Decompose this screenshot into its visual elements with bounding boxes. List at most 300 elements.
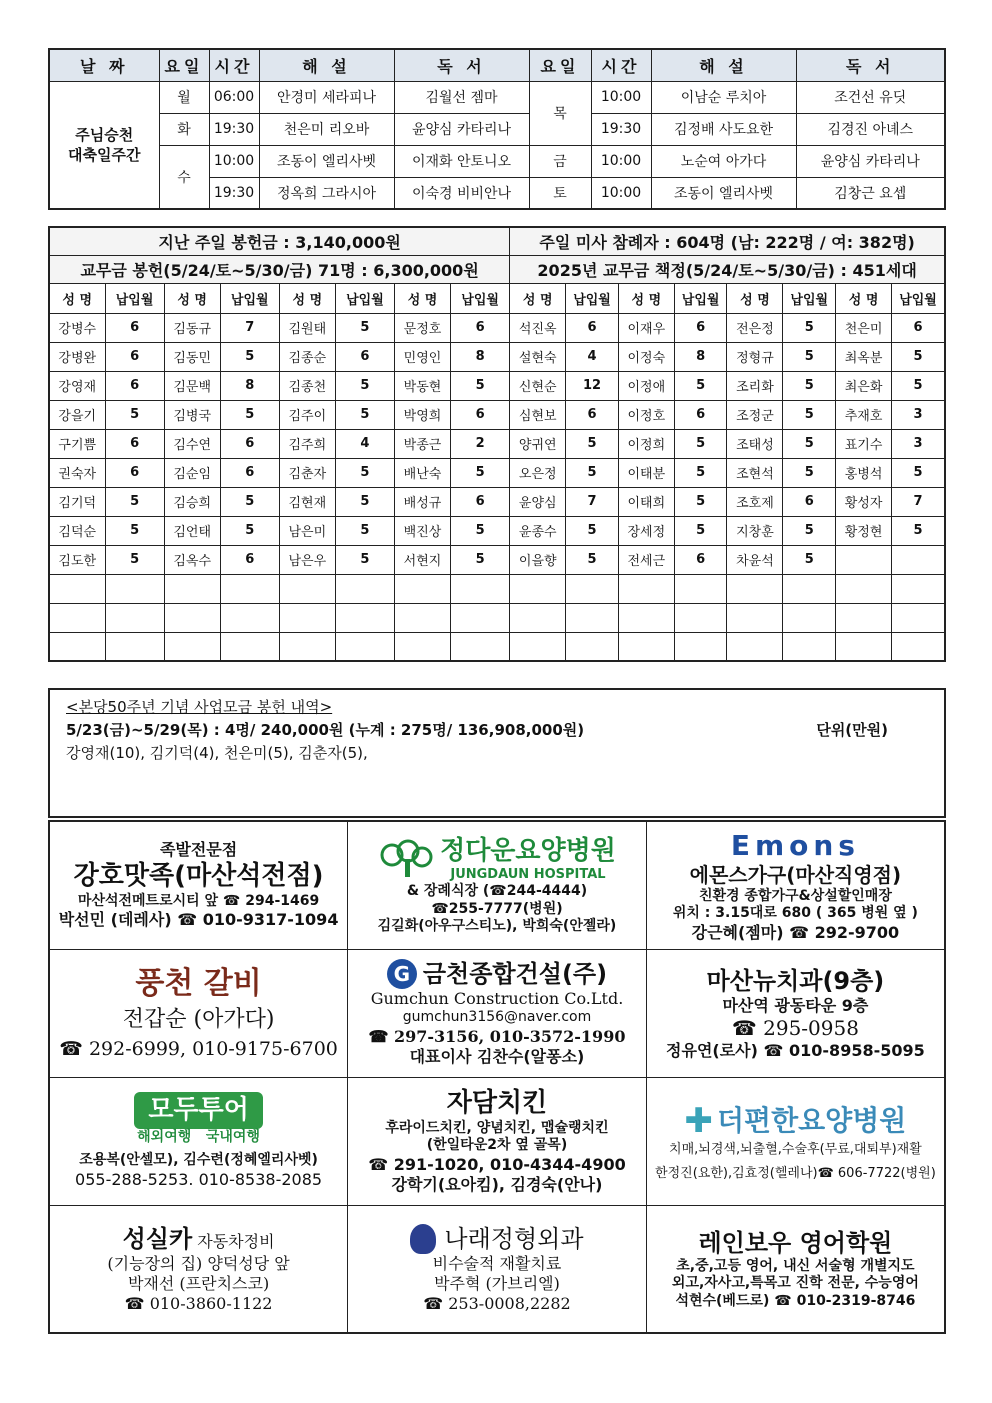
dues-months: 6 bbox=[451, 400, 510, 429]
dues-months: 5 bbox=[783, 516, 836, 545]
ad-location: (한일타운2차 옆 골목) bbox=[426, 1137, 568, 1154]
week-label: 주님승천 대축일주간 bbox=[49, 81, 159, 209]
dues-name bbox=[49, 632, 105, 661]
dues-months: 5 bbox=[451, 516, 510, 545]
ad-phone: ☎ 295-0958 bbox=[731, 1015, 859, 1040]
dues-name: 이태분 bbox=[618, 458, 674, 487]
reader-cell: 김월선 젬마 bbox=[394, 81, 529, 113]
ad-line: & 장례식장 (☎244-4444) bbox=[406, 883, 588, 900]
emons-logo: Emons bbox=[730, 828, 860, 862]
dues-months: 5 bbox=[783, 342, 836, 371]
dues-months: 6 bbox=[335, 342, 394, 371]
dues-row bbox=[49, 313, 945, 342]
dues-months: 3 bbox=[892, 429, 945, 458]
dues-months: 5 bbox=[674, 429, 727, 458]
dues-name bbox=[164, 603, 220, 632]
fund-period-line bbox=[66, 719, 928, 740]
dues-months: 8 bbox=[220, 371, 279, 400]
ad-location: 위치 : 3.15대로 680 ( 365 병원 옆 ) bbox=[672, 905, 918, 922]
dues-row bbox=[49, 458, 945, 487]
dues-months: 5 bbox=[783, 458, 836, 487]
ad-pungcheon-galbi bbox=[49, 949, 348, 1077]
time-cell: 10:00 bbox=[591, 177, 651, 209]
dues-row bbox=[49, 574, 945, 603]
ad-line: 후라이드치킨, 양념치킨, 맵슐랭치킨 bbox=[385, 1119, 609, 1136]
dues-months bbox=[674, 632, 727, 661]
offering-summary-row bbox=[49, 255, 945, 283]
dues-name: 구기쁨 bbox=[49, 429, 105, 458]
dues-months: 6 bbox=[220, 545, 279, 574]
dues-months bbox=[451, 603, 510, 632]
dues-name: 지창훈 bbox=[727, 516, 783, 545]
ad-line: 비수술적 재활치료 bbox=[432, 1253, 562, 1273]
comment-cell: 천은미 리오바 bbox=[259, 113, 394, 145]
dues-months bbox=[105, 603, 164, 632]
dues-months: 6 bbox=[451, 313, 510, 342]
dues-row bbox=[49, 371, 945, 400]
dues-name bbox=[279, 632, 335, 661]
reader-cell: 김경진 아녜스 bbox=[796, 113, 945, 145]
ad-title: 에몬스가구(마산직영점) bbox=[689, 862, 902, 887]
dues-name: 최옥분 bbox=[836, 342, 892, 371]
ad-contact: 정유연(로사) ☎ 010-8958-5095 bbox=[666, 1040, 925, 1060]
offering-summary-row bbox=[49, 227, 945, 255]
dues-months: 6 bbox=[105, 371, 164, 400]
dues-months: 7 bbox=[892, 487, 945, 516]
ad-contact: ☎ 292-6999, 010-9175-6700 bbox=[59, 1037, 338, 1060]
dues-name bbox=[510, 632, 566, 661]
ad-title: 더편한요양병원 bbox=[716, 1104, 907, 1138]
time-cell: 19:30 bbox=[209, 177, 259, 209]
dues-months bbox=[892, 632, 945, 661]
ad-line: 치매,뇌경색,뇌출혈,수술후(무료,대퇴부)재활 bbox=[669, 1142, 922, 1157]
dues-months: 5 bbox=[892, 342, 945, 371]
ad-title: 자담치킨 bbox=[446, 1088, 548, 1119]
dues-name: 박종근 bbox=[395, 429, 451, 458]
dues-name: 김주이 bbox=[279, 400, 335, 429]
dues-months: 6 bbox=[105, 429, 164, 458]
dues-months: 3 bbox=[892, 400, 945, 429]
dues-name: 설현숙 bbox=[510, 342, 566, 371]
dues-months: 6 bbox=[105, 313, 164, 342]
dues-months: 6 bbox=[566, 313, 619, 342]
dues-months: 5 bbox=[783, 545, 836, 574]
dues-name bbox=[279, 574, 335, 603]
dues-name: 전은정 bbox=[727, 313, 783, 342]
dues-months: 6 bbox=[566, 400, 619, 429]
dues-name: 이정희 bbox=[618, 429, 674, 458]
dues-months bbox=[566, 632, 619, 661]
comment-cell: 조동이 엘리사벳 bbox=[651, 177, 796, 209]
dues-months bbox=[674, 574, 727, 603]
dues-months: 6 bbox=[220, 458, 279, 487]
dues-name: 민영인 bbox=[395, 342, 451, 371]
day-cell: 화 bbox=[159, 113, 209, 145]
dues-list bbox=[49, 283, 945, 661]
dues-name: 차윤석 bbox=[727, 545, 783, 574]
dues-name: 문정호 bbox=[395, 313, 451, 342]
dues-row bbox=[49, 487, 945, 516]
dues-name: 이정호 bbox=[618, 400, 674, 429]
ad-contact: 조용복(안셀모), 김수련(정혜엘리사벳) bbox=[79, 1152, 318, 1169]
header-date: 날 짜 bbox=[49, 49, 159, 81]
header-month: 납입월 bbox=[566, 283, 619, 313]
dues-months: 6 bbox=[783, 487, 836, 516]
ad-line: ☎255-7777(병원) bbox=[431, 900, 563, 917]
dues-name bbox=[510, 603, 566, 632]
header-name: 성 명 bbox=[164, 283, 220, 313]
dues-name: 배난숙 bbox=[395, 458, 451, 487]
ad-subtitle: 자동차정비 bbox=[197, 1231, 275, 1251]
dues-name: 강을기 bbox=[49, 400, 105, 429]
dues-months: 5 bbox=[335, 487, 394, 516]
dues-name: 조정군 bbox=[727, 400, 783, 429]
dues-name: 김춘자 bbox=[279, 458, 335, 487]
dues-months bbox=[220, 632, 279, 661]
dues-months bbox=[335, 632, 394, 661]
dues-months bbox=[674, 603, 727, 632]
dues-name: 박동현 bbox=[395, 371, 451, 400]
dues-months: 5 bbox=[105, 545, 164, 574]
dues-name bbox=[727, 632, 783, 661]
dues-name: 김도한 bbox=[49, 545, 105, 574]
dues-months: 6 bbox=[892, 313, 945, 342]
dues-months: 5 bbox=[105, 516, 164, 545]
ad-owner: 전갑순 (아가다) bbox=[122, 1007, 275, 1033]
ad-line: 외고,자사고,특목고 진학 전문, 수능영어 bbox=[671, 1275, 919, 1291]
dues-name: 최은화 bbox=[836, 371, 892, 400]
gumchun-g-icon: G bbox=[387, 959, 417, 989]
dues-name bbox=[395, 574, 451, 603]
last-week-offering: 지난 주일 봉헌금 : 3,140,000원 bbox=[49, 227, 510, 255]
ad-subtitle: 해외여행 국내여행 bbox=[137, 1128, 260, 1145]
fund-title: <본당50주년 기념 사업모금 봉헌 내역> bbox=[66, 698, 333, 716]
dues-name bbox=[836, 632, 892, 661]
dues-months: 5 bbox=[220, 400, 279, 429]
day-cell: 금 bbox=[529, 145, 591, 177]
reader-cell: 김창근 요셉 bbox=[796, 177, 945, 209]
ad-contact: 박선민 (데레사) ☎ 010-9317-1094 bbox=[58, 910, 339, 930]
dues-months: 5 bbox=[335, 400, 394, 429]
dues-row bbox=[49, 632, 945, 661]
dues-months: 5 bbox=[451, 458, 510, 487]
dues-months bbox=[783, 603, 836, 632]
dues-name: 황성자 bbox=[836, 487, 892, 516]
header-month: 납입월 bbox=[892, 283, 945, 313]
dues-name: 김현재 bbox=[279, 487, 335, 516]
dues-months: 6 bbox=[451, 487, 510, 516]
dues-name: 강병완 bbox=[49, 342, 105, 371]
dues-name: 심현보 bbox=[510, 400, 566, 429]
dues-months bbox=[220, 603, 279, 632]
dues-row bbox=[49, 545, 945, 574]
dues-months: 4 bbox=[335, 429, 394, 458]
dues-row bbox=[49, 429, 945, 458]
ad-location: 마산역 광동타운 9층 bbox=[722, 995, 869, 1015]
dues-months bbox=[451, 632, 510, 661]
dues-months: 5 bbox=[783, 371, 836, 400]
dues-name: 백진상 bbox=[395, 516, 451, 545]
dues-months: 5 bbox=[335, 313, 394, 342]
dues-months: 5 bbox=[105, 487, 164, 516]
dues-months: 5 bbox=[220, 342, 279, 371]
dues-name bbox=[618, 603, 674, 632]
dues-months: 5 bbox=[451, 545, 510, 574]
dues-name: 강병수 bbox=[49, 313, 105, 342]
ad-narae-orthopedics bbox=[348, 1205, 647, 1333]
ad-english-name: Gumchun Construction Co.Ltd. bbox=[370, 989, 624, 1009]
dues-months: 5 bbox=[892, 458, 945, 487]
ad-phone: 055-288-5253. 010-8538-2085 bbox=[75, 1169, 323, 1189]
schedule-row bbox=[49, 113, 945, 145]
dues-name: 양귀연 bbox=[510, 429, 566, 458]
modetour-logo: 모두투어 bbox=[134, 1092, 262, 1129]
dues-name: 이을향 bbox=[510, 545, 566, 574]
header-name: 성 명 bbox=[618, 283, 674, 313]
dues-months: 6 bbox=[674, 545, 727, 574]
dues-name: 전세근 bbox=[618, 545, 674, 574]
dues-months bbox=[783, 632, 836, 661]
comment-cell: 이남순 루치아 bbox=[651, 81, 796, 113]
ad-title: 성실카 bbox=[122, 1224, 193, 1253]
anniversary-fund-box bbox=[48, 688, 946, 818]
header-time: 시간 bbox=[209, 49, 259, 81]
dues-name: 권숙자 bbox=[49, 458, 105, 487]
dues-name bbox=[49, 574, 105, 603]
schedule-row bbox=[49, 145, 945, 177]
dues-name: 김원태 bbox=[279, 313, 335, 342]
dues-months: 12 bbox=[566, 371, 619, 400]
ad-title: 나래정형외과 bbox=[444, 1224, 584, 1253]
dues-months: 5 bbox=[566, 429, 619, 458]
ad-deopyeonhan-hospital bbox=[646, 1077, 945, 1205]
dues-months bbox=[451, 574, 510, 603]
ad-phone: ☎ 291-1020, 010-4344-4900 bbox=[368, 1154, 626, 1174]
mass-attendance: 주일 미사 참례자 : 604명 (남: 222명 / 여: 382명) bbox=[510, 227, 945, 255]
ad-modetour bbox=[49, 1077, 348, 1205]
ad-location: 마산석전메트로시티 앞 ☎ 294-1469 bbox=[77, 892, 320, 909]
header-month: 납입월 bbox=[335, 283, 394, 313]
dues-name bbox=[727, 574, 783, 603]
comment-cell: 정옥희 그라시아 bbox=[259, 177, 394, 209]
time-cell: 10:00 bbox=[591, 145, 651, 177]
header-day-2: 요일 bbox=[529, 49, 591, 81]
header-comment-2: 해 설 bbox=[651, 49, 796, 81]
dues-months: 6 bbox=[105, 342, 164, 371]
dues-name bbox=[618, 632, 674, 661]
dues-name: 신현순 bbox=[510, 371, 566, 400]
dues-name bbox=[727, 603, 783, 632]
dues-months: 6 bbox=[105, 458, 164, 487]
ad-title: 금천종합건설(주) bbox=[422, 960, 608, 989]
dues-name bbox=[49, 603, 105, 632]
ad-line: 친환경 종합가구&상설할인매장 bbox=[698, 887, 892, 904]
ad-rainbow-english bbox=[646, 1205, 945, 1333]
dues-name: 표기수 bbox=[836, 429, 892, 458]
dues-name: 추재호 bbox=[836, 400, 892, 429]
dues-name: 이재우 bbox=[618, 313, 674, 342]
schedule-header-row bbox=[49, 49, 945, 81]
day-cell: 수 bbox=[159, 145, 209, 209]
dues-name: 서현지 bbox=[395, 545, 451, 574]
header-name: 성 명 bbox=[279, 283, 335, 313]
reader-cell: 이재화 안토니오 bbox=[394, 145, 529, 177]
dues-name: 윤종수 bbox=[510, 516, 566, 545]
dues-months bbox=[566, 574, 619, 603]
dues-name: 김문백 bbox=[164, 371, 220, 400]
dues-months: 5 bbox=[783, 313, 836, 342]
dues-months: 5 bbox=[451, 371, 510, 400]
ad-masan-new-dental bbox=[646, 949, 945, 1077]
dues-months: 5 bbox=[566, 458, 619, 487]
ad-contact: 강학기(요아킴), 김경숙(안나) bbox=[391, 1174, 603, 1194]
dues-months: 5 bbox=[783, 429, 836, 458]
day-cell: 목 bbox=[529, 81, 591, 145]
dues-name: 이정애 bbox=[618, 371, 674, 400]
dues-name bbox=[164, 574, 220, 603]
ad-emons bbox=[646, 821, 945, 949]
fund-period: 5/23(금)~5/29(목) : 4명/ 240,000원 (누계 : 275명/ 136,908,000원) bbox=[66, 721, 585, 739]
dues-name: 조태성 bbox=[727, 429, 783, 458]
dues-name: 김동민 bbox=[164, 342, 220, 371]
ad-title: 마산뉴치과(9층) bbox=[706, 966, 885, 995]
dues-name: 오은정 bbox=[510, 458, 566, 487]
header-month: 납입월 bbox=[674, 283, 727, 313]
dues-name: 홍병석 bbox=[836, 458, 892, 487]
galbi-logo: 풍천 갈비 bbox=[135, 965, 262, 1001]
dues-name bbox=[395, 632, 451, 661]
reader-cell: 조건선 유딧 bbox=[796, 81, 945, 113]
dues-months: 4 bbox=[566, 342, 619, 371]
dues-name: 김언태 bbox=[164, 516, 220, 545]
header-month: 납입월 bbox=[105, 283, 164, 313]
fund-unit: 단위(만원) bbox=[816, 721, 888, 739]
dues-months: 6 bbox=[220, 429, 279, 458]
dues-name: 정형규 bbox=[727, 342, 783, 371]
ad-contact: 김길화(아우구스티노), 박희숙(안젤라) bbox=[377, 918, 617, 935]
dues-name: 배성규 bbox=[395, 487, 451, 516]
dues-name: 남은우 bbox=[279, 545, 335, 574]
header-name: 성 명 bbox=[510, 283, 566, 313]
header-month: 납입월 bbox=[451, 283, 510, 313]
reader-cell: 윤양심 카타리나 bbox=[394, 113, 529, 145]
dues-name bbox=[836, 603, 892, 632]
header-month: 납입월 bbox=[220, 283, 279, 313]
ad-jadam-chicken bbox=[348, 1077, 647, 1205]
dues-months: 5 bbox=[566, 516, 619, 545]
dues-months: 6 bbox=[674, 400, 727, 429]
ad-subtitle: 족발전문점 bbox=[159, 840, 238, 860]
dues-name: 김순임 bbox=[164, 458, 220, 487]
header-month: 납입월 bbox=[783, 283, 836, 313]
ad-owner: 박주혁 (가브리엘) bbox=[434, 1273, 560, 1293]
dues-name: 윤양심 bbox=[510, 487, 566, 516]
ad-contact: 석현수(베드로) ☎ 010-2319-8746 bbox=[675, 1292, 916, 1309]
ad-seongsilka bbox=[49, 1205, 348, 1333]
dues-name bbox=[164, 632, 220, 661]
dues-offering: 교무금 봉헌(5/24/토~5/30/금) 71명 : 6,300,000원 bbox=[49, 255, 510, 283]
dues-months: 5 bbox=[674, 458, 727, 487]
ad-contact: 한정진(요한),김효정(헬레나)☎ 606-7722(병원) bbox=[655, 1166, 936, 1182]
dues-households: 2025년 교무금 책정(5/24/토~5/30/금) : 451세대 bbox=[510, 255, 945, 283]
dues-name: 김동규 bbox=[164, 313, 220, 342]
reading-schedule-table bbox=[48, 48, 946, 210]
dues-name bbox=[279, 603, 335, 632]
dues-name: 조리화 bbox=[727, 371, 783, 400]
dues-months: 5 bbox=[335, 545, 394, 574]
header-name: 성 명 bbox=[836, 283, 892, 313]
header-name: 성 명 bbox=[49, 283, 105, 313]
dues-name: 이태희 bbox=[618, 487, 674, 516]
dues-name: 김종천 bbox=[279, 371, 335, 400]
day-cell: 월 bbox=[159, 81, 209, 113]
ad-contact: ☎ 297-3156, 010-3572-1990 bbox=[368, 1026, 626, 1046]
header-reader-2: 독 서 bbox=[796, 49, 945, 81]
offering-table bbox=[48, 226, 946, 662]
dues-name bbox=[836, 545, 892, 574]
dues-months: 7 bbox=[566, 487, 619, 516]
dues-name bbox=[618, 574, 674, 603]
tree-logo-icon bbox=[378, 839, 434, 879]
fund-donors: 강영재(10), 김기덕(4), 천은미(5), 김춘자(5), bbox=[66, 744, 368, 762]
dues-months: 5 bbox=[220, 487, 279, 516]
ad-ganghomatjok bbox=[49, 821, 348, 949]
dues-months bbox=[892, 603, 945, 632]
dues-months: 6 bbox=[674, 313, 727, 342]
dues-row bbox=[49, 400, 945, 429]
dues-months: 5 bbox=[674, 371, 727, 400]
comment-cell: 노순여 아가다 bbox=[651, 145, 796, 177]
dues-months: 5 bbox=[335, 371, 394, 400]
dues-months: 5 bbox=[674, 487, 727, 516]
dues-name: 박영희 bbox=[395, 400, 451, 429]
dues-name: 김옥수 bbox=[164, 545, 220, 574]
dues-months bbox=[566, 603, 619, 632]
comment-cell: 안경미 세라피나 bbox=[259, 81, 394, 113]
dues-months bbox=[335, 603, 394, 632]
mascot-icon bbox=[410, 1224, 436, 1254]
dues-months bbox=[783, 574, 836, 603]
header-reader: 독 서 bbox=[394, 49, 529, 81]
dues-months bbox=[892, 574, 945, 603]
ad-title: 강호맛족(마산석전점) bbox=[73, 861, 324, 892]
header-name: 성 명 bbox=[727, 283, 783, 313]
dues-name: 김승희 bbox=[164, 487, 220, 516]
comment-cell: 조동이 엘리사벳 bbox=[259, 145, 394, 177]
dues-name: 천은미 bbox=[836, 313, 892, 342]
dues-name: 장세정 bbox=[618, 516, 674, 545]
dues-name: 남은미 bbox=[279, 516, 335, 545]
dues-row bbox=[49, 603, 945, 632]
dues-months bbox=[335, 574, 394, 603]
time-cell: 10:00 bbox=[209, 145, 259, 177]
dues-months: 5 bbox=[335, 516, 394, 545]
dues-name: 조호제 bbox=[727, 487, 783, 516]
reader-cell: 이숙경 비비안나 bbox=[394, 177, 529, 209]
ad-jungdaun-hospital bbox=[348, 821, 647, 949]
dues-name: 김종순 bbox=[279, 342, 335, 371]
header-time-2: 시간 bbox=[591, 49, 651, 81]
dues-months: 5 bbox=[335, 458, 394, 487]
dues-name: 김기덕 bbox=[49, 487, 105, 516]
time-cell: 19:30 bbox=[209, 113, 259, 145]
ad-contact: ☎ 253-0008,2282 bbox=[423, 1293, 571, 1313]
ad-owner: 박재선 (프란치스코) bbox=[127, 1273, 270, 1293]
time-cell: 19:30 bbox=[591, 113, 651, 145]
dues-name: 조현석 bbox=[727, 458, 783, 487]
dues-months: 5 bbox=[220, 516, 279, 545]
schedule-row bbox=[49, 81, 945, 113]
